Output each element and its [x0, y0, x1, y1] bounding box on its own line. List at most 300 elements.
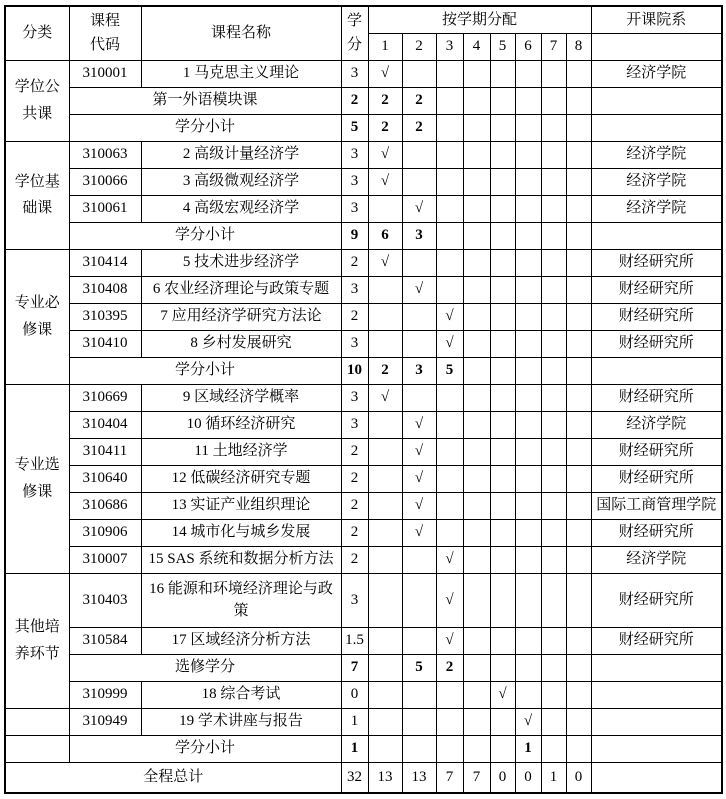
section-category-cell — [5, 249, 69, 384]
header-semester-2: 2 — [402, 33, 436, 60]
semester-cell — [436, 222, 463, 249]
semester-cell — [402, 384, 436, 411]
course-code-cell: 310395 — [69, 303, 141, 330]
credit-cell: 3 — [341, 60, 368, 87]
semester-cell — [515, 357, 541, 384]
semester-cell — [490, 546, 515, 573]
semester-cell — [463, 60, 490, 87]
credit-cell: 2 — [341, 303, 368, 330]
semester-cell — [566, 276, 591, 303]
credit-cell: 2 — [341, 465, 368, 492]
semester-cell — [436, 141, 463, 168]
semester-cell — [463, 465, 490, 492]
semester-cell — [541, 222, 566, 249]
semester-cell — [490, 303, 515, 330]
credit-cell: 1 — [341, 735, 368, 762]
semester-cell — [463, 708, 490, 735]
semester-cell — [436, 195, 463, 222]
semester-cell — [566, 60, 591, 87]
department-cell — [591, 708, 722, 735]
semester-cell: 0 — [566, 762, 591, 793]
semester-cell: 5 — [436, 357, 463, 384]
credit-cell: 10 — [341, 357, 368, 384]
semester-cell: √ — [402, 276, 436, 303]
course-code-cell: 310410 — [69, 330, 141, 357]
header-course-code-label: 课程代码 — [89, 13, 120, 54]
course-code-cell: 310001 — [69, 60, 141, 87]
semester-cell: √ — [436, 303, 463, 330]
semester-cell — [541, 168, 566, 195]
semester-cell — [541, 627, 566, 654]
semester-cell — [436, 438, 463, 465]
semester-cell — [515, 87, 541, 114]
department-cell: 财经研究所 — [591, 249, 722, 276]
department-cell: 财经研究所 — [591, 627, 722, 654]
header-department: 开课院系 — [591, 6, 722, 33]
semester-cell — [463, 627, 490, 654]
credit-cell: 3 — [341, 330, 368, 357]
course-code-cell: 310408 — [69, 276, 141, 303]
semester-cell — [402, 708, 436, 735]
semester-cell — [515, 681, 541, 708]
department-cell: 财经研究所 — [591, 330, 722, 357]
course-code-cell: 310007 — [69, 546, 141, 573]
table-row — [5, 546, 722, 573]
department-cell: 国际工商管理学院 — [591, 492, 722, 519]
semester-cell — [541, 384, 566, 411]
semester-cell — [515, 114, 541, 141]
semester-cell — [541, 357, 566, 384]
department-cell: 财经研究所 — [591, 276, 722, 303]
semester-cell: √ — [402, 195, 436, 222]
semester-cell — [490, 735, 515, 762]
credit-cell: 3 — [341, 411, 368, 438]
semester-cell — [515, 492, 541, 519]
table-row — [5, 87, 722, 114]
credit-cell: 0 — [341, 681, 368, 708]
semester-cell — [463, 519, 490, 546]
header-course-code — [69, 6, 141, 60]
semester-cell — [402, 330, 436, 357]
course-code-cell: 310066 — [69, 168, 141, 195]
semester-cell: √ — [368, 249, 402, 276]
table-row — [5, 438, 722, 465]
department-cell: 财经研究所 — [591, 519, 722, 546]
course-name-cell: 17 区域经济分析方法 — [141, 627, 341, 654]
table-row — [5, 276, 722, 303]
semester-cell — [402, 573, 436, 627]
semester-cell — [463, 114, 490, 141]
semester-cell — [463, 411, 490, 438]
course-name-cell: 9 区域经济学概率 — [141, 384, 341, 411]
semester-cell — [436, 87, 463, 114]
semester-cell — [368, 438, 402, 465]
semester-cell — [566, 357, 591, 384]
semester-cell — [436, 276, 463, 303]
semester-cell — [566, 303, 591, 330]
semester-cell — [402, 546, 436, 573]
semester-cell: 1 — [515, 735, 541, 762]
table-row — [5, 330, 722, 357]
department-cell — [591, 114, 722, 141]
department-cell: 经济学院 — [591, 411, 722, 438]
grand-total-label-cell: 全程总计 — [5, 762, 341, 793]
course-name-cell: 19 学术讲座与报告 — [141, 708, 341, 735]
semester-cell — [541, 735, 566, 762]
course-name-cell: 6 农业经济理论与政策专题 — [141, 276, 341, 303]
credit-cell: 2 — [341, 87, 368, 114]
semester-cell — [566, 141, 591, 168]
department-cell: 财经研究所 — [591, 384, 722, 411]
course-name-cell: 12 低碳经济研究专题 — [141, 465, 341, 492]
semester-cell — [541, 573, 566, 627]
semester-cell: √ — [436, 330, 463, 357]
semester-cell — [368, 303, 402, 330]
course-name-cell: 15 SAS 系统和数据分析方法 — [141, 546, 341, 573]
semester-cell — [463, 546, 490, 573]
semester-cell — [566, 222, 591, 249]
subtotal-label-cell: 学分小计 — [69, 222, 341, 249]
semester-cell — [436, 465, 463, 492]
department-cell: 财经研究所 — [591, 573, 722, 627]
semester-cell — [541, 303, 566, 330]
semester-cell: 0 — [490, 762, 515, 793]
table-row — [5, 627, 722, 654]
semester-cell: 2 — [368, 87, 402, 114]
semester-cell — [541, 438, 566, 465]
semester-cell: √ — [402, 465, 436, 492]
semester-cell — [566, 654, 591, 681]
section-category-cell — [5, 60, 69, 141]
credit-cell: 3 — [341, 276, 368, 303]
semester-cell — [541, 276, 566, 303]
section-category-label: 专业选修课 — [14, 457, 60, 500]
semester-cell: 7 — [436, 762, 463, 793]
semester-cell: √ — [436, 573, 463, 627]
table-row — [5, 735, 722, 762]
semester-cell: 13 — [402, 762, 436, 793]
department-cell: 财经研究所 — [591, 438, 722, 465]
credit-cell: 3 — [341, 168, 368, 195]
semester-cell — [490, 519, 515, 546]
section-category-label: 学位公共课 — [14, 79, 60, 122]
header-semester-7: 7 — [541, 33, 566, 60]
department-cell — [591, 87, 722, 114]
elective-credits-label-cell: 选修学分 — [69, 654, 341, 681]
semester-cell — [566, 438, 591, 465]
semester-cell — [463, 168, 490, 195]
table-row — [5, 654, 722, 681]
course-code-cell: 310640 — [69, 465, 141, 492]
semester-cell — [515, 222, 541, 249]
semester-cell: √ — [402, 411, 436, 438]
semester-cell — [402, 60, 436, 87]
semester-cell — [541, 60, 566, 87]
semester-cell — [463, 573, 490, 627]
semester-cell — [541, 141, 566, 168]
semester-cell — [463, 276, 490, 303]
semester-cell — [515, 519, 541, 546]
table-row — [5, 60, 722, 87]
table-row — [5, 519, 722, 546]
semester-cell — [566, 114, 591, 141]
semester-cell — [541, 87, 566, 114]
semester-cell — [490, 357, 515, 384]
semester-cell — [368, 627, 402, 654]
semester-cell — [490, 654, 515, 681]
semester-cell — [436, 735, 463, 762]
table-row — [5, 708, 722, 735]
course-code-cell: 310411 — [69, 438, 141, 465]
table-row — [5, 465, 722, 492]
department-cell: 财经研究所 — [591, 465, 722, 492]
semester-cell — [541, 411, 566, 438]
department-cell: 经济学院 — [591, 141, 722, 168]
credit-cell: 3 — [341, 141, 368, 168]
credit-cell: 2 — [341, 249, 368, 276]
section-category-label: 学位基础课 — [14, 173, 60, 216]
header-row-1 — [5, 6, 722, 33]
semester-cell: 1 — [541, 762, 566, 793]
semester-cell — [490, 222, 515, 249]
semester-cell — [566, 546, 591, 573]
header-semester-group: 按学期分配 — [368, 6, 591, 33]
course-name-cell: 3 高级微观经济学 — [141, 168, 341, 195]
semester-cell — [515, 384, 541, 411]
semester-cell — [515, 465, 541, 492]
course-code-cell: 310999 — [69, 681, 141, 708]
semester-cell — [490, 438, 515, 465]
department-cell — [591, 735, 722, 762]
course-name-cell: 10 循环经济研究 — [141, 411, 341, 438]
semester-cell — [566, 384, 591, 411]
semester-cell — [402, 303, 436, 330]
course-name-cell: 18 综合考试 — [141, 681, 341, 708]
section-category-label: 专业必修课 — [14, 295, 60, 338]
semester-cell — [566, 249, 591, 276]
credit-cell: 1 — [341, 708, 368, 735]
grand-total-row — [5, 762, 722, 793]
semester-cell — [566, 330, 591, 357]
semester-cell — [402, 735, 436, 762]
table-row — [5, 168, 722, 195]
semester-cell — [490, 384, 515, 411]
semester-cell — [541, 195, 566, 222]
semester-cell — [436, 114, 463, 141]
semester-cell — [463, 681, 490, 708]
semester-cell: √ — [515, 708, 541, 735]
header-semester-4: 4 — [463, 33, 490, 60]
semester-cell — [368, 276, 402, 303]
semester-cell — [463, 141, 490, 168]
semester-cell — [463, 735, 490, 762]
section-category-cell — [5, 573, 69, 708]
semester-cell — [368, 546, 402, 573]
semester-cell — [463, 492, 490, 519]
semester-cell — [490, 141, 515, 168]
semester-cell — [566, 465, 591, 492]
header-department-spacer — [591, 33, 722, 60]
course-name-cell: 4 高级宏观经济学 — [141, 195, 341, 222]
semester-cell — [368, 330, 402, 357]
table-row — [5, 411, 722, 438]
table-row — [5, 195, 722, 222]
semester-cell — [368, 681, 402, 708]
semester-cell — [490, 87, 515, 114]
header-semester-5: 5 — [490, 33, 515, 60]
semester-cell — [490, 195, 515, 222]
course-code-cell: 310584 — [69, 627, 141, 654]
table-row — [5, 357, 722, 384]
semester-cell — [490, 708, 515, 735]
course-code-cell: 310949 — [69, 708, 141, 735]
semester-cell — [515, 195, 541, 222]
semester-cell: √ — [402, 519, 436, 546]
semester-cell — [541, 519, 566, 546]
semester-cell — [436, 519, 463, 546]
section-category-cell — [5, 141, 69, 249]
semester-cell — [463, 195, 490, 222]
semester-cell: √ — [368, 384, 402, 411]
semester-cell: 2 — [402, 114, 436, 141]
semester-cell — [566, 87, 591, 114]
semester-cell — [515, 276, 541, 303]
semester-cell — [368, 519, 402, 546]
semester-cell — [368, 195, 402, 222]
semester-cell: 2 — [368, 114, 402, 141]
course-code-cell: 310061 — [69, 195, 141, 222]
curriculum-table — [4, 5, 723, 794]
semester-cell: √ — [368, 141, 402, 168]
semester-cell — [541, 465, 566, 492]
header-semester-3: 3 — [436, 33, 463, 60]
semester-cell — [541, 546, 566, 573]
department-cell — [591, 222, 722, 249]
semester-cell: 2 — [402, 87, 436, 114]
course-name-cell: 14 城市化与城乡发展 — [141, 519, 341, 546]
department-cell — [591, 654, 722, 681]
semester-cell — [368, 465, 402, 492]
merged-label-cell: 第一外语模块课 — [69, 87, 341, 114]
header-semester-1: 1 — [368, 33, 402, 60]
course-name-cell: 13 实证产业组织理论 — [141, 492, 341, 519]
semester-cell — [436, 411, 463, 438]
semester-cell: 13 — [368, 762, 402, 793]
semester-cell — [436, 60, 463, 87]
semester-cell — [541, 330, 566, 357]
semester-cell — [490, 330, 515, 357]
semester-cell — [566, 411, 591, 438]
course-code-cell: 310669 — [69, 384, 141, 411]
semester-cell — [490, 465, 515, 492]
semester-cell — [463, 249, 490, 276]
semester-cell — [490, 60, 515, 87]
semester-cell — [402, 141, 436, 168]
table-row — [5, 303, 722, 330]
semester-cell — [566, 708, 591, 735]
credit-cell: 7 — [341, 654, 368, 681]
semester-cell — [436, 708, 463, 735]
semester-cell — [463, 654, 490, 681]
semester-cell: 2 — [368, 357, 402, 384]
semester-cell — [436, 681, 463, 708]
semester-cell: √ — [368, 60, 402, 87]
semester-cell — [463, 303, 490, 330]
course-code-cell: 310404 — [69, 411, 141, 438]
semester-cell — [566, 195, 591, 222]
semester-cell — [463, 438, 490, 465]
credit-cell: 2 — [341, 519, 368, 546]
semester-cell — [463, 384, 490, 411]
semester-cell — [515, 249, 541, 276]
semester-cell — [463, 87, 490, 114]
course-name-cell: 5 技术进步经济学 — [141, 249, 341, 276]
course-code-cell: 310063 — [69, 141, 141, 168]
semester-cell — [541, 249, 566, 276]
semester-cell: √ — [490, 681, 515, 708]
course-name-cell: 2 高级计量经济学 — [141, 141, 341, 168]
semester-cell — [490, 168, 515, 195]
semester-cell — [515, 411, 541, 438]
semester-cell: 2 — [436, 654, 463, 681]
course-code-cell: 310403 — [69, 573, 141, 627]
semester-cell — [436, 168, 463, 195]
semester-cell — [490, 573, 515, 627]
credit-cell: 32 — [341, 762, 368, 793]
semester-cell: 7 — [463, 762, 490, 793]
semester-cell — [368, 492, 402, 519]
semester-cell — [515, 573, 541, 627]
semester-cell — [490, 276, 515, 303]
semester-cell: √ — [436, 627, 463, 654]
semester-cell — [541, 492, 566, 519]
section-category-cell — [5, 384, 69, 573]
semester-cell — [566, 168, 591, 195]
credit-cell: 5 — [341, 114, 368, 141]
credit-cell: 3 — [341, 384, 368, 411]
section-category-cell — [5, 708, 69, 735]
semester-cell — [463, 330, 490, 357]
semester-cell — [490, 249, 515, 276]
table-row — [5, 384, 722, 411]
semester-cell — [436, 384, 463, 411]
semester-cell — [368, 735, 402, 762]
table-row — [5, 222, 722, 249]
table-row — [5, 114, 722, 141]
credit-cell: 9 — [341, 222, 368, 249]
table-row — [5, 573, 722, 627]
semester-cell — [566, 519, 591, 546]
department-cell — [591, 762, 722, 793]
credit-cell: 2 — [341, 438, 368, 465]
table-row — [5, 681, 722, 708]
course-name-cell: 11 土地经济学 — [141, 438, 341, 465]
semester-cell — [566, 492, 591, 519]
semester-cell — [402, 168, 436, 195]
header-course-name: 课程名称 — [141, 6, 341, 60]
credit-cell: 2 — [341, 492, 368, 519]
semester-cell — [515, 330, 541, 357]
credit-cell: 3 — [341, 573, 368, 627]
course-code-cell: 310686 — [69, 492, 141, 519]
course-name-cell: 1 马克思主义理论 — [141, 60, 341, 87]
course-name-cell: 16 能源和环境经济理论与政策 — [141, 573, 341, 627]
semester-cell — [566, 627, 591, 654]
semester-cell — [368, 708, 402, 735]
semester-cell — [566, 681, 591, 708]
semester-cell — [541, 708, 566, 735]
semester-cell — [566, 735, 591, 762]
